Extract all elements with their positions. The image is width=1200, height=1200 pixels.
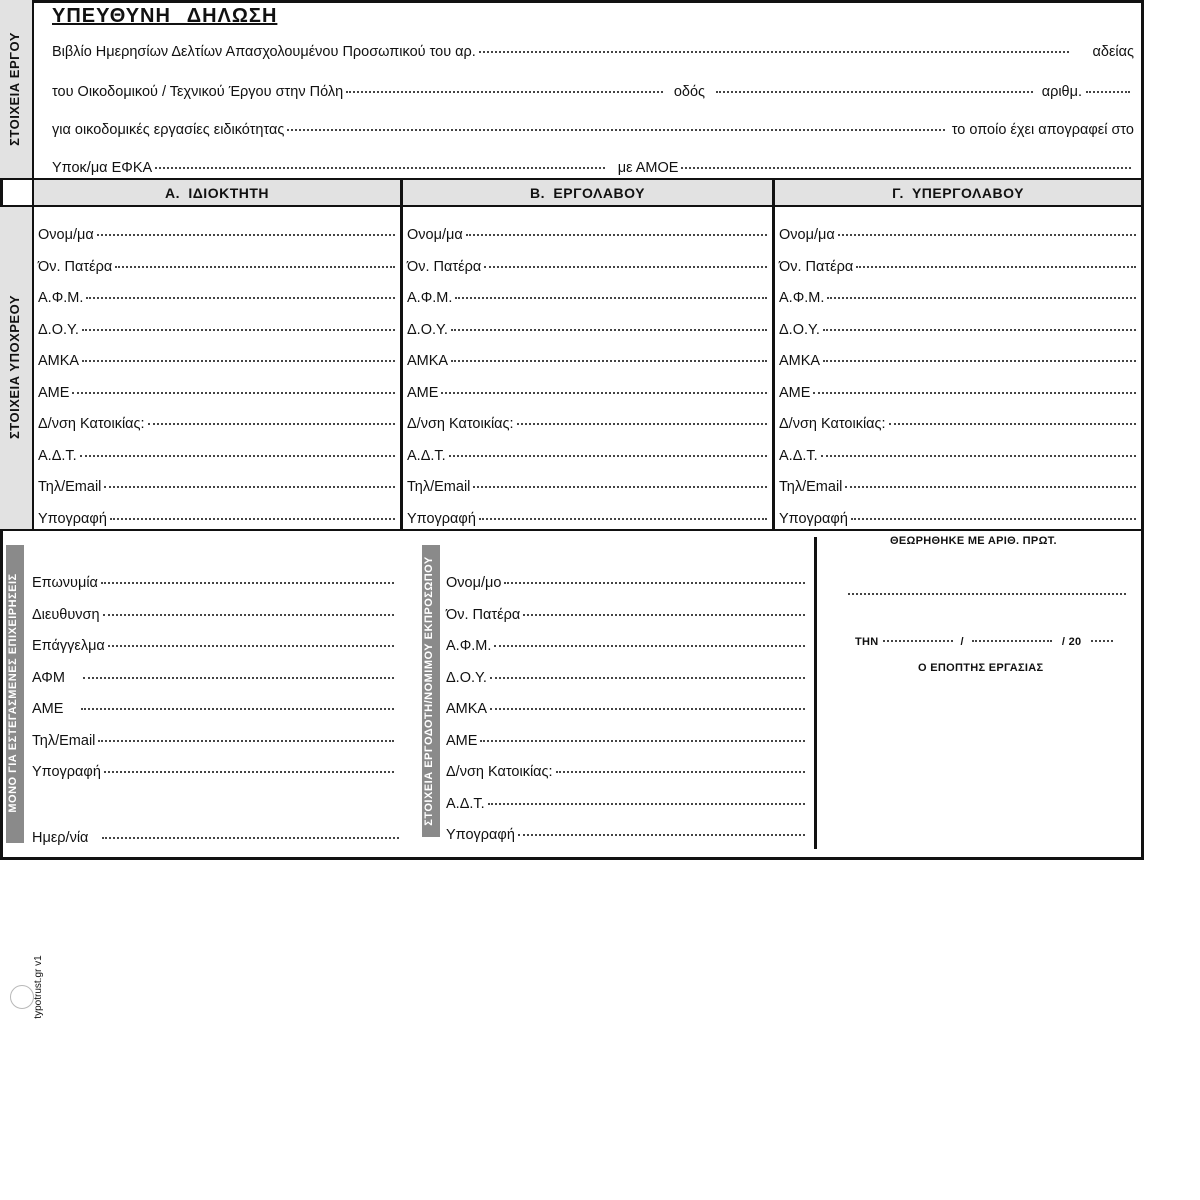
inspection-date-row [855, 636, 1117, 648]
business-field-label: ΑΦΜ [32, 669, 65, 686]
business-field-input[interactable] [103, 614, 394, 616]
employer-field-input[interactable] [488, 803, 805, 805]
subcontractor-field-row [779, 290, 1139, 306]
subcontractor-field-input[interactable] [838, 234, 1136, 236]
contractor-field-row [407, 416, 770, 432]
contractor-field-row [407, 511, 770, 527]
subcontractor-field-input[interactable] [851, 518, 1136, 520]
business-field-row [32, 670, 397, 686]
number-label: αριθμ. [1041, 84, 1083, 100]
employer-field-label: Δ.Ο.Υ. [446, 669, 487, 686]
book-label: Βιβλίο Ημερησίων Δελτίων Απασχολουμένου Προσωπικού του αρ. [52, 44, 476, 60]
subcontractor-field-label: Υπογραφή [779, 510, 848, 527]
business-field-label: Υπογραφή [32, 764, 101, 780]
subcontractor-field-label: Τηλ/Email [779, 479, 843, 495]
owner-field-label: Α.Δ.Τ. [38, 447, 77, 464]
subcontractor-field-input[interactable] [821, 455, 1136, 457]
inspector-label: Ο ΕΠΟΠΤΗΣ ΕΡΓΑΣΙΑΣ [918, 662, 1044, 674]
subcontractor-field-input[interactable] [827, 297, 1136, 299]
business-field-label: ΑΜΕ [32, 701, 64, 717]
owner-field-input[interactable] [86, 297, 395, 299]
employer-field-input[interactable] [518, 834, 805, 836]
employer-field-row [446, 575, 808, 591]
employer-field-row [446, 638, 808, 654]
number-field[interactable] [1086, 91, 1130, 93]
owner-field-row [38, 259, 398, 275]
efka-label: Υποκ/μα ΕΦΚΑ [52, 160, 153, 176]
employer-field-label: Ονομ/μο [446, 575, 502, 591]
subcontractor-field-row [779, 227, 1139, 243]
owner-field-row [38, 416, 398, 432]
inspection-divider [814, 537, 817, 849]
business-field-input[interactable] [81, 708, 394, 710]
subcontractor-field-input[interactable] [856, 266, 1136, 268]
subcontractor-field-row [779, 511, 1139, 527]
employer-field-input[interactable] [494, 645, 805, 647]
business-field-label: Διευθυνση [32, 606, 100, 623]
employer-field-row [446, 607, 808, 623]
contractor-field-label: Όν. Πατέρα [407, 258, 482, 275]
business-field-label: Επάγγελμα [32, 638, 105, 654]
subcontractor-field-label: Ονομ/μα [779, 227, 835, 243]
contractor-field-input[interactable] [479, 518, 767, 520]
owner-field-row [38, 385, 398, 401]
employer-field-row [446, 827, 808, 843]
efka-field[interactable] [155, 167, 605, 169]
employer-field-label: Υπογραφή [446, 827, 515, 843]
city-label: του Οικοδομικού / Τεχνικού Έργου στην Πόλη [52, 84, 344, 100]
employer-field-input[interactable] [490, 677, 805, 679]
business-field-input[interactable] [104, 771, 394, 773]
protocol-number-field[interactable] [848, 593, 1126, 595]
employer-field-label: Δ/νση Κατοικίας: [446, 764, 553, 780]
business-date-field[interactable] [102, 837, 399, 839]
contractor-field-row [407, 385, 770, 401]
owner-field-label: Δ.Ο.Υ. [38, 321, 79, 338]
business-field-row [32, 701, 397, 717]
date-prefix: ΤΗΝ [855, 636, 879, 648]
owner-field-input[interactable] [72, 392, 395, 394]
owner-field-label: Υπογραφή [38, 510, 107, 527]
contractor-field-input[interactable] [449, 455, 767, 457]
contractor-field-label: ΑΜΕ [407, 384, 439, 401]
header-line-3 [52, 122, 1134, 138]
contractor-field-label: Α.Φ.Μ. [407, 290, 453, 306]
amoe-field[interactable] [681, 167, 1131, 169]
subcontractor-field-label: Όν. Πατέρα [779, 258, 854, 275]
owner-field-label: Όν. Πατέρα [38, 258, 113, 275]
contractor-field-input[interactable] [451, 360, 767, 362]
contractor-field-label: Α.Δ.Τ. [407, 447, 446, 464]
owner-field-row [38, 322, 398, 338]
subcontractor-field-row [779, 385, 1139, 401]
owner-field-label: Δ/νση Κατοικίας: [38, 416, 145, 432]
business-field-row [32, 607, 397, 623]
owner-field-label: ΑΜΕ [38, 384, 70, 401]
employer-field-label: ΑΜΕ [446, 732, 478, 749]
contractor-field-row [407, 448, 770, 464]
business-side-label: ΜΟΝΟ ΓΙΑ ΕΣΤΕΓΑΣΜΕΝΕΣ ΕΠΙΧΕΙΡΗΣΕΙΣ [7, 573, 19, 813]
contractor-field-row [407, 259, 770, 275]
subcontractor-field-row [779, 416, 1139, 432]
form-title: ΥΠΕΥΘΥΝΗ ΔΗΛΩΣΗ [52, 5, 278, 27]
employer-field-input[interactable] [504, 582, 805, 584]
owner-field-input[interactable] [115, 266, 395, 268]
subcontractor-field-row [779, 479, 1139, 495]
year-field[interactable] [1091, 640, 1113, 642]
owner-field-row [38, 511, 398, 527]
month-field[interactable] [972, 640, 1052, 642]
street-label: οδός [673, 84, 706, 100]
employer-field-label: Α.Δ.Τ. [446, 795, 485, 812]
contractor-field-label: Δ.Ο.Υ. [407, 321, 448, 338]
employer-field-row [446, 670, 808, 686]
permit-label: αδείας [1092, 44, 1134, 60]
contractor-field-input[interactable] [466, 234, 767, 236]
year-prefix: / 20 [1061, 636, 1082, 648]
subcontractor-field-row [779, 322, 1139, 338]
contractor-field-label: Τηλ/Email [407, 479, 471, 495]
contractor-field-label: Υπογραφή [407, 510, 476, 527]
date-separator: / [960, 636, 964, 648]
subcontractor-field-label: Α.Φ.Μ. [779, 290, 825, 306]
header-line-1 [52, 44, 1134, 60]
owner-field-input[interactable] [82, 360, 395, 362]
employer-field-input[interactable] [556, 771, 805, 773]
business-field-input[interactable] [108, 645, 394, 647]
specialty-field[interactable] [287, 129, 944, 131]
owner-field-label: Τηλ/Email [38, 479, 102, 495]
contractor-field-input[interactable] [517, 423, 767, 425]
specialty-label: για οικοδομικές εργασίες ειδικότητας [52, 122, 285, 138]
subcontractor-field-input[interactable] [845, 486, 1136, 488]
employer-field-input[interactable] [480, 740, 805, 742]
inspection-heading: ΘΕΩΡΗΘΗΚΕ ΜΕ ΑΡΙΘ. ΠΡΩΤ. [890, 535, 1057, 547]
subcontractor-field-label: ΑΜΕ [779, 384, 811, 401]
subcontractor-field-row [779, 259, 1139, 275]
business-field-row [32, 638, 397, 654]
owner-field-input[interactable] [82, 329, 395, 331]
owner-field-input[interactable] [104, 486, 395, 488]
city-field[interactable] [346, 91, 663, 93]
business-field-row [32, 733, 397, 749]
street-field[interactable] [716, 91, 1033, 93]
business-field-input[interactable] [101, 582, 394, 584]
business-field-row [32, 575, 397, 591]
business-field-label: Επωνυμία [32, 575, 98, 591]
book-number-field[interactable] [479, 51, 1070, 53]
employer-field-row [446, 701, 808, 717]
typotrust-logo-icon [10, 985, 34, 1009]
employer-side-label: ΣΤΟΙΧΕΙΑ ΕΡΓΟΔΟΤΗ/ΝΟΜΙΜΟΥ ΕΚΠΡΟΣΩΠΟΥ [423, 556, 435, 826]
subcontractor-field-row [779, 353, 1139, 369]
employer-field-label: Όν. Πατέρα [446, 606, 521, 623]
subcontractor-field-row [779, 448, 1139, 464]
owner-field-row [38, 227, 398, 243]
owner-field-input[interactable] [97, 234, 395, 236]
subcontractor-field-label: Δ/νση Κατοικίας: [779, 416, 886, 432]
column-owner: Α. ΙΔΙΟΚΤΗΤΗ [34, 180, 400, 205]
owner-field-row [38, 448, 398, 464]
employer-field-row [446, 733, 808, 749]
contractor-field-input[interactable] [441, 392, 767, 394]
contractor-field-label: Ονομ/μα [407, 227, 463, 243]
subcontractor-field-label: ΑΜΚΑ [779, 353, 821, 369]
business-field-input[interactable] [98, 740, 394, 742]
owner-field-row [38, 479, 398, 495]
owner-field-input[interactable] [148, 423, 395, 425]
business-date-row [32, 830, 402, 846]
employer-field-input[interactable] [490, 708, 805, 710]
brand-label: typotrust.gr v1 [33, 955, 44, 1019]
owner-field-row [38, 290, 398, 306]
owner-field-input[interactable] [80, 455, 395, 457]
contractor-field-input[interactable] [451, 329, 767, 331]
business-field-input[interactable] [83, 677, 394, 679]
contractor-field-input[interactable] [455, 297, 767, 299]
subcontractor-field-label: Α.Δ.Τ. [779, 447, 818, 464]
contractor-field-row [407, 479, 770, 495]
employer-field-input[interactable] [523, 614, 805, 616]
day-field[interactable] [883, 640, 953, 642]
business-field-label: Τηλ/Email [32, 732, 96, 749]
contractor-field-row [407, 227, 770, 243]
subcontractor-field-input[interactable] [889, 423, 1136, 425]
column-subcontractor: Γ. ΥΠΕΡΓΟΛΑΒΟΥ [775, 180, 1141, 205]
column-contractor: Β. ΕΡΓΟΛΑΒΟΥ [403, 180, 772, 205]
subcontractor-field-input[interactable] [823, 360, 1136, 362]
header-line-4 [52, 160, 1134, 176]
contractor-field-row [407, 353, 770, 369]
registered-label: το οποίο έχει απογραφεί στο [951, 122, 1134, 138]
contractor-field-row [407, 290, 770, 306]
project-side-label: ΣΤΟΙΧΕΙΑ ΕΡΓΟΥ [7, 32, 22, 146]
contractor-field-label: ΑΜΚΑ [407, 353, 449, 369]
owner-field-input[interactable] [110, 518, 395, 520]
owner-field-row [38, 353, 398, 369]
amoe-label: με ΑΜΟΕ [617, 160, 679, 176]
contractor-field-input[interactable] [473, 486, 767, 488]
subcontractor-field-input[interactable] [823, 329, 1136, 331]
obligor-side-label: ΣΤΟΙΧΕΙΑ ΥΠΟΧΡΕΟΥ [7, 294, 22, 440]
subcontractor-field-label: Δ.Ο.Υ. [779, 321, 820, 338]
employer-field-row [446, 796, 808, 812]
contractor-field-label: Δ/νση Κατοικίας: [407, 416, 514, 432]
contractor-field-input[interactable] [484, 266, 767, 268]
owner-field-label: Ονομ/μα [38, 227, 94, 243]
employer-field-row [446, 764, 808, 780]
business-field-row [32, 764, 397, 780]
owner-field-label: ΑΜΚΑ [38, 353, 80, 369]
contractor-field-row [407, 322, 770, 338]
employer-field-label: Α.Φ.Μ. [446, 638, 492, 654]
header-line-2 [52, 84, 1134, 100]
owner-field-label: Α.Φ.Μ. [38, 290, 84, 306]
employer-field-label: ΑΜΚΑ [446, 701, 488, 717]
subcontractor-field-input[interactable] [813, 392, 1136, 394]
business-date-label: Ημερ/νία [32, 830, 89, 846]
